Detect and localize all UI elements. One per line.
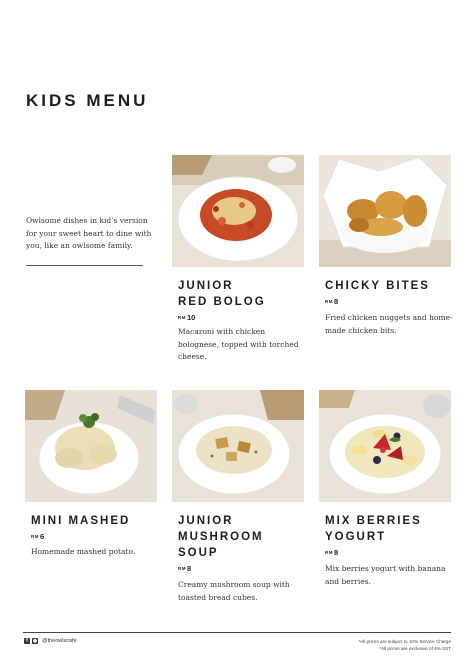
dish-name <box>31 513 130 529</box>
dish-name-line: CHICKY BITES <box>325 280 430 292</box>
dish-name-line: MIX BERRIES <box>325 515 422 527</box>
price-value: 8 <box>334 548 339 557</box>
dish-description: Homemade mashed potato. <box>31 547 136 556</box>
sst-note: *All prices are exclusive of 6% SST <box>379 646 451 651</box>
page-title: KIDS MENU <box>26 91 149 110</box>
dish-price <box>31 532 44 541</box>
currency-label: RM <box>178 566 186 571</box>
dish-price <box>325 297 338 306</box>
dish-price <box>178 313 195 322</box>
price-value: 10 <box>187 313 196 322</box>
price-value: 8 <box>187 564 192 573</box>
dish-photo-chicky-bites <box>319 155 451 267</box>
dish-photo-junior-mushroom-soup <box>172 390 304 502</box>
intro-text: Owlsome dishes in kid’s version for your sweet heart to dine with you, like an owlsome family. <box>26 216 152 250</box>
dish-name-line: MUSHROOM <box>178 531 264 543</box>
intro-divider <box>26 265 143 266</box>
currency-label: RM <box>325 299 333 304</box>
dish-name <box>178 513 264 561</box>
price-notes <box>358 638 451 652</box>
dish-price <box>178 564 191 573</box>
price-value: 8 <box>334 297 339 306</box>
instagram-icon[interactable]: ◉ <box>32 638 38 644</box>
dish-photo-junior-red-bolog <box>172 155 304 267</box>
social-links <box>24 638 77 644</box>
dish-name-line: RED BOLOG <box>178 296 266 308</box>
dish-description: Creamy mushroom soup with toasted bread cubes. <box>178 580 290 602</box>
footer-divider <box>23 632 451 633</box>
facebook-icon[interactable]: f <box>24 638 30 644</box>
dish-photo-mix-berries-yogurt <box>319 390 451 502</box>
dish-name-line: MINI MASHED <box>31 515 131 527</box>
currency-label: RM <box>325 550 333 555</box>
dish-photo-mini-mashed <box>25 390 157 502</box>
dish-name-line: YOGURT <box>325 531 387 543</box>
currency-label: RM <box>31 534 39 539</box>
social-handle[interactable]: @theowlscafe <box>42 638 77 644</box>
dish-description: Fried chicken nuggets and home-made chicken bits. <box>325 313 453 335</box>
dish-name-line: JUNIOR <box>178 280 234 292</box>
currency-label: RM <box>178 315 186 320</box>
dish-name <box>178 278 266 310</box>
service-charge-note: *All prices are subject to 10% Service Charge <box>358 639 451 644</box>
dish-description: Macaroni with chicken bolognese, topped with torched cheese. <box>178 327 299 361</box>
dish-description: Mix berries yogurt with banana and berries. <box>325 564 446 586</box>
dish-price <box>325 548 338 557</box>
dish-name-line: JUNIOR <box>178 515 234 527</box>
dish-name-line: SOUP <box>178 547 219 559</box>
dish-name <box>325 513 422 545</box>
dish-name <box>325 278 430 294</box>
price-value: 6 <box>40 532 45 541</box>
